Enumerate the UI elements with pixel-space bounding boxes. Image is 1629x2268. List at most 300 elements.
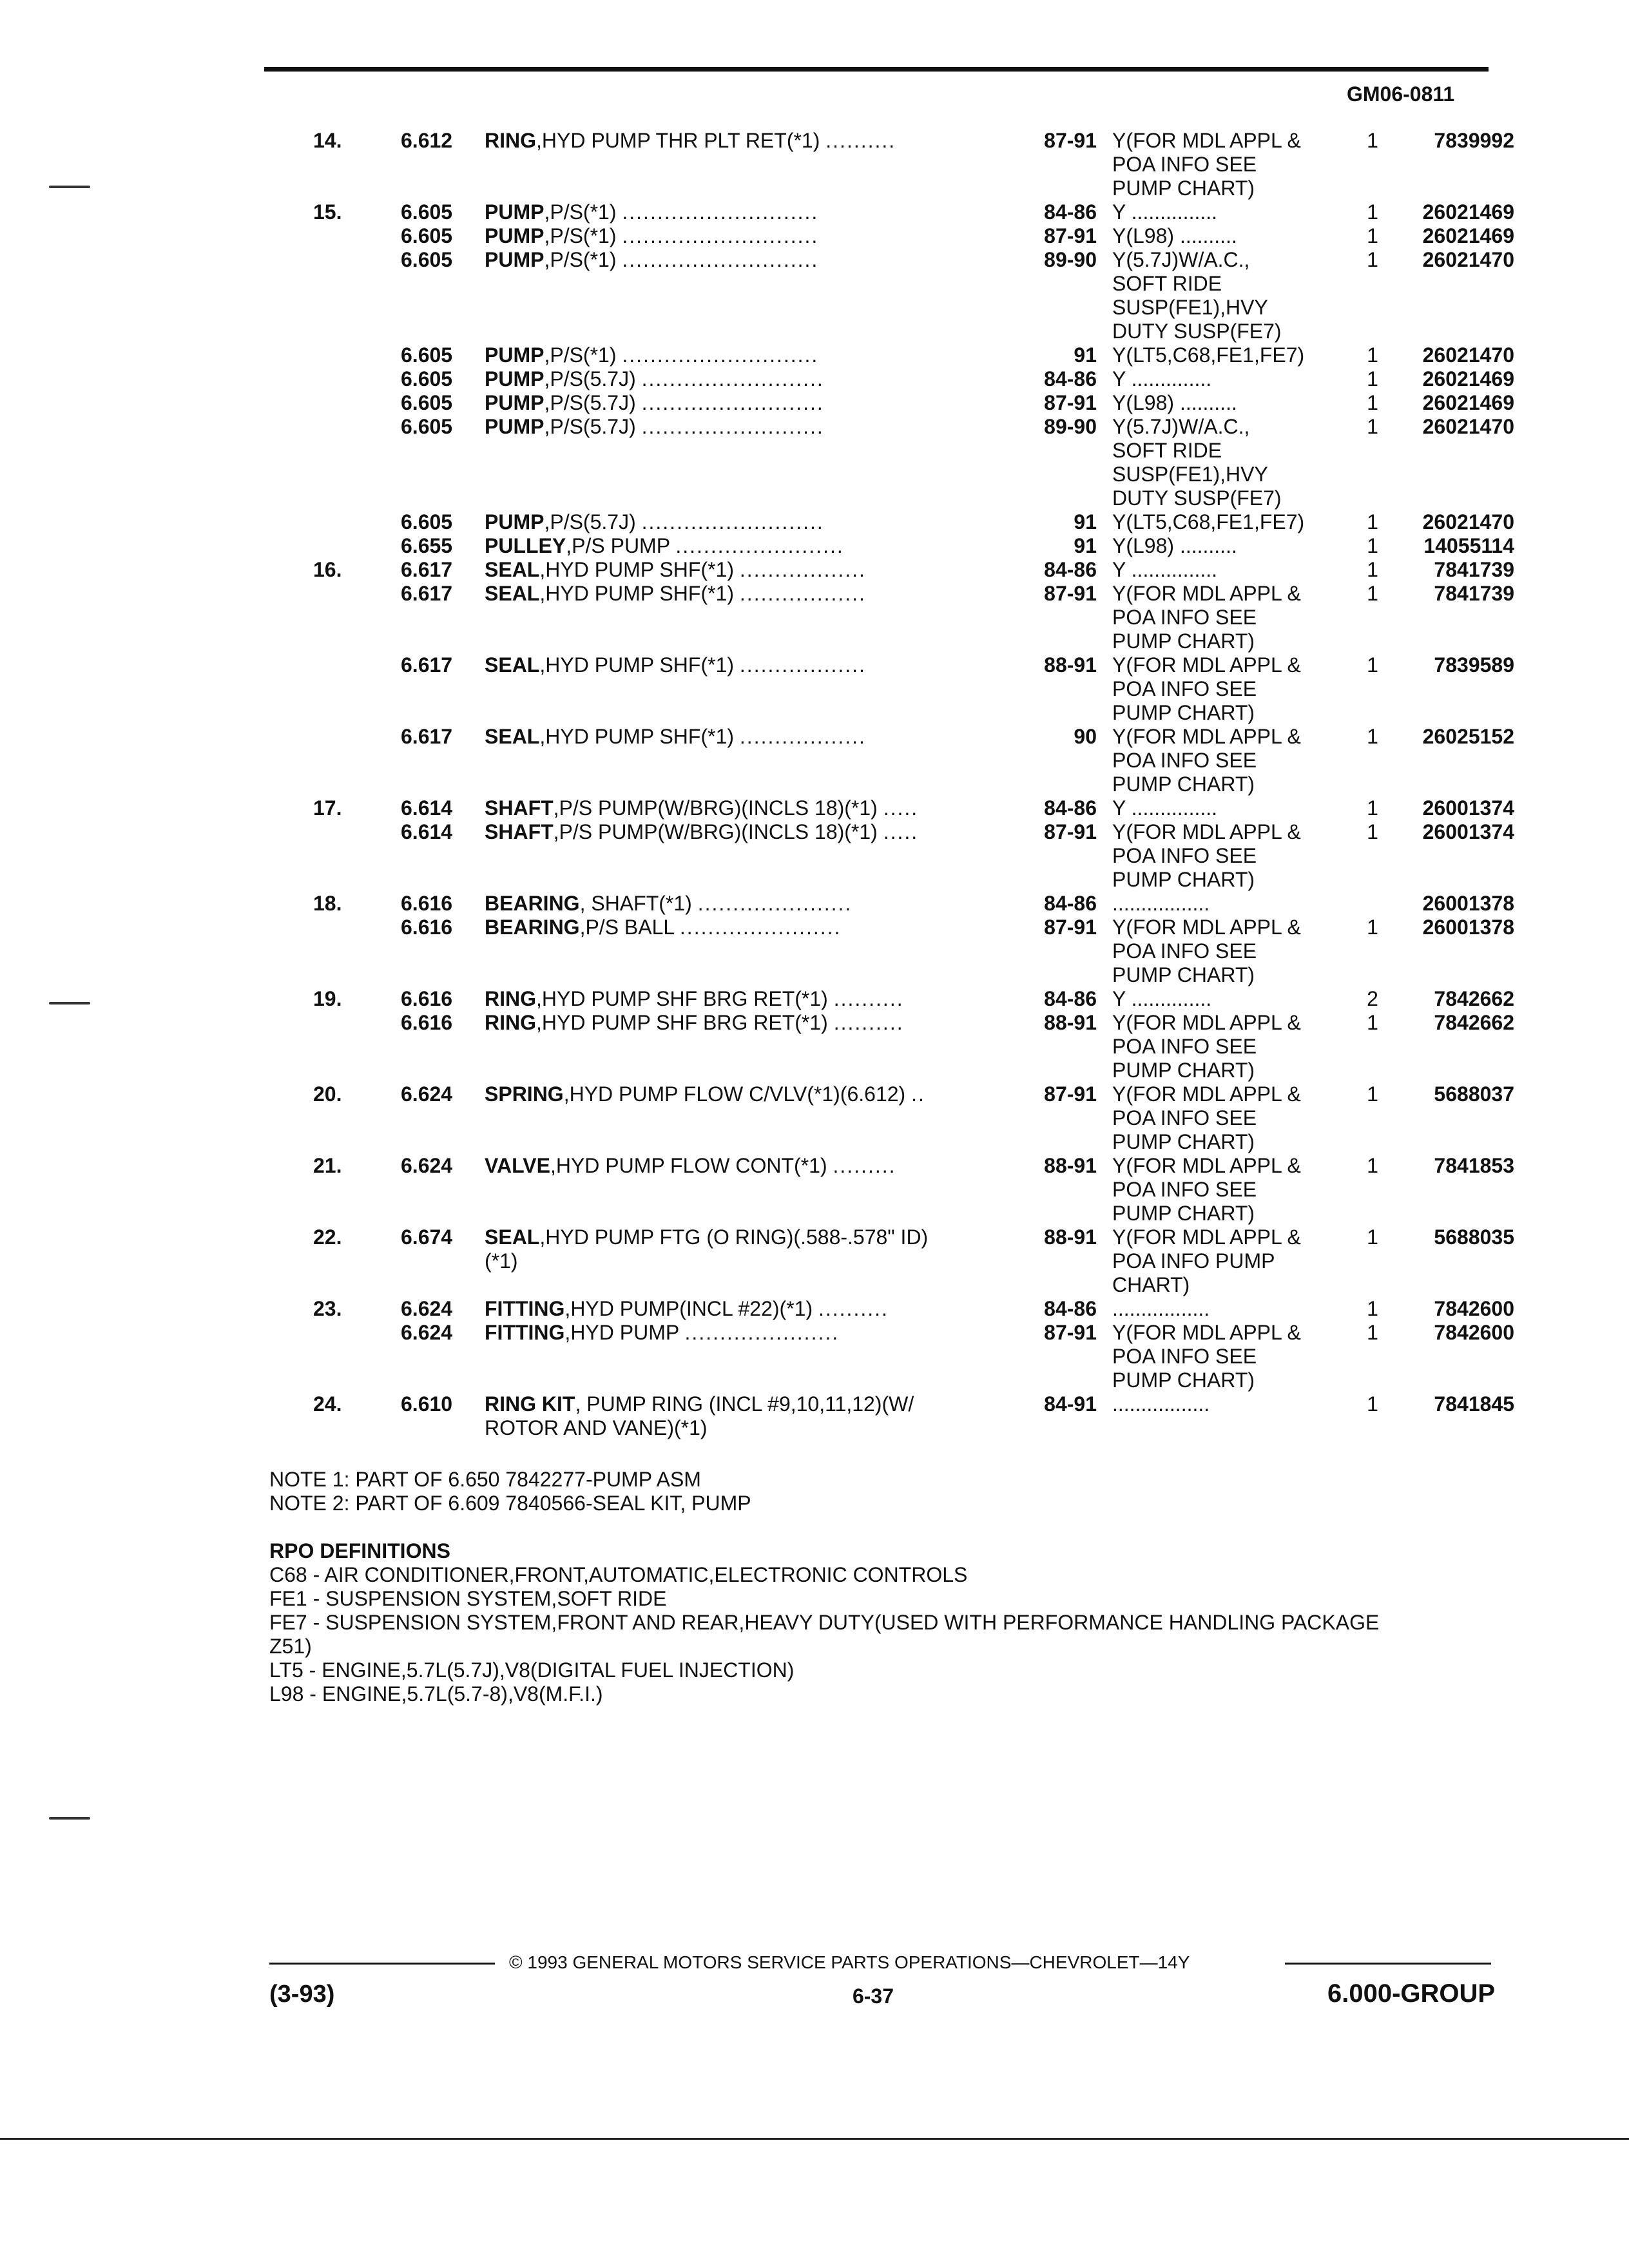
model-years: 91 bbox=[1074, 510, 1097, 533]
part-number: 7841739 bbox=[1434, 558, 1514, 581]
quantity: 1 bbox=[1367, 367, 1378, 390]
application: Y(FOR MDL APPL & bbox=[1112, 725, 1301, 748]
part-name: RING bbox=[485, 1011, 536, 1034]
part-description bbox=[485, 892, 1026, 916]
part-description bbox=[485, 129, 1026, 153]
application: Y ............... bbox=[1112, 796, 1218, 820]
note-line: NOTE 2: PART OF 6.609 7840566-SEAL KIT, PUMP bbox=[269, 1492, 751, 1515]
item-number: 23. bbox=[313, 1297, 342, 1320]
part-description bbox=[485, 1249, 1026, 1273]
application: POA INFO SEE bbox=[1112, 153, 1257, 176]
part-name: SEAL bbox=[485, 653, 540, 677]
application: Y(L98) .......... bbox=[1112, 534, 1237, 557]
table-row bbox=[0, 415, 1629, 439]
quantity: 1 bbox=[1367, 248, 1378, 271]
group-code: 6.616 bbox=[401, 892, 453, 915]
table-row bbox=[0, 272, 1629, 296]
model-years: 90 bbox=[1074, 725, 1097, 748]
model-years: 87-91 bbox=[1044, 916, 1097, 939]
application: POA INFO SEE bbox=[1112, 1106, 1257, 1129]
quantity: 2 bbox=[1367, 987, 1378, 1010]
application: POA INFO SEE bbox=[1112, 606, 1257, 629]
table-row bbox=[0, 629, 1629, 653]
leader-dots: .......... bbox=[833, 987, 904, 1010]
model-years: 84-91 bbox=[1044, 1392, 1097, 1416]
part-number: 26021469 bbox=[1422, 224, 1514, 247]
application: Y(FOR MDL APPL & bbox=[1112, 1321, 1301, 1344]
application: Y ............... bbox=[1112, 200, 1218, 224]
table-row bbox=[0, 1082, 1629, 1106]
table-row bbox=[0, 868, 1629, 892]
table-row bbox=[0, 129, 1629, 153]
part-name: SHAFT bbox=[485, 796, 554, 820]
part-name: PUMP bbox=[485, 391, 545, 414]
item-number: 21. bbox=[313, 1154, 342, 1177]
header-rule bbox=[264, 67, 1489, 72]
part-number: 26001378 bbox=[1422, 892, 1514, 915]
table-row bbox=[0, 391, 1629, 415]
part-description bbox=[485, 1225, 1026, 1249]
quantity: 1 bbox=[1367, 391, 1378, 414]
leader-dots: .......... bbox=[825, 129, 896, 152]
page-number: 6-37 bbox=[852, 1984, 894, 2008]
part-name: RING KIT bbox=[485, 1392, 575, 1416]
table-row bbox=[0, 796, 1629, 820]
table-row bbox=[0, 1416, 1629, 1440]
quantity: 1 bbox=[1367, 1392, 1378, 1416]
leader-dots: ...................... bbox=[684, 1321, 840, 1344]
group-code: 6.617 bbox=[401, 653, 453, 677]
table-row bbox=[0, 1035, 1629, 1059]
item-number: 18. bbox=[313, 892, 342, 915]
application: SOFT RIDE bbox=[1112, 272, 1222, 295]
application: PUMP CHART) bbox=[1112, 1202, 1255, 1225]
quantity: 1 bbox=[1367, 343, 1378, 367]
group-code: 6.617 bbox=[401, 558, 453, 581]
description-text: ,HYD PUMP FTG (O RING)(.588-.578" ID) bbox=[539, 1225, 929, 1249]
part-name: PUMP bbox=[485, 367, 545, 390]
item-number: 15. bbox=[313, 200, 342, 224]
item-number: 19. bbox=[313, 987, 342, 1010]
group-code: 6.616 bbox=[401, 1011, 453, 1034]
description-text: ,HYD PUMP FLOW C/VLV(*1)(6.612) bbox=[563, 1082, 906, 1106]
part-number: 26001374 bbox=[1422, 820, 1514, 843]
part-name: SEAL bbox=[485, 725, 540, 748]
parts-table bbox=[0, 129, 1629, 1440]
description-text: ,HYD PUMP SHF(*1) bbox=[539, 558, 735, 581]
leader-dots: .................. bbox=[739, 653, 866, 677]
application: Y(FOR MDL APPL & bbox=[1112, 582, 1301, 605]
model-years: 89-90 bbox=[1044, 248, 1097, 271]
application: POA INFO SEE bbox=[1112, 1178, 1257, 1201]
description-text: ,HYD PUMP FLOW CONT(*1) bbox=[550, 1154, 827, 1177]
table-row bbox=[0, 343, 1629, 367]
part-number: 26021469 bbox=[1422, 367, 1514, 390]
application: PUMP CHART) bbox=[1112, 868, 1255, 891]
group-code: 6.605 bbox=[401, 224, 453, 247]
application: Y .............. bbox=[1112, 367, 1212, 390]
group-code: 6.624 bbox=[401, 1297, 453, 1320]
leader-dots: .......................... bbox=[641, 367, 824, 390]
table-row bbox=[0, 1392, 1629, 1416]
table-row bbox=[0, 773, 1629, 796]
model-years: 87-91 bbox=[1044, 1082, 1097, 1106]
model-years: 84-86 bbox=[1044, 367, 1097, 390]
part-description bbox=[485, 820, 1026, 844]
part-number: 5688037 bbox=[1434, 1082, 1514, 1106]
part-name: RING bbox=[485, 987, 536, 1010]
group-code: 6.674 bbox=[401, 1225, 453, 1249]
leader-dots: ............................ bbox=[622, 248, 819, 271]
group-code: 6.624 bbox=[401, 1321, 453, 1344]
application: ................. bbox=[1112, 892, 1210, 915]
group-code: 6.612 bbox=[401, 129, 453, 152]
rpo-definition: LT5 - ENGINE,5.7L(5.7J),V8(DIGITAL FUEL INJECTION) bbox=[269, 1658, 795, 1682]
part-number: 26021470 bbox=[1422, 248, 1514, 271]
model-years: 91 bbox=[1074, 343, 1097, 367]
part-description bbox=[485, 1297, 1026, 1321]
part-description bbox=[485, 1392, 1026, 1416]
table-row bbox=[0, 1297, 1629, 1321]
application: PUMP CHART) bbox=[1112, 177, 1255, 200]
group-code: 6.617 bbox=[401, 725, 453, 748]
leader-dots: .. bbox=[911, 1082, 925, 1106]
model-years: 87-91 bbox=[1044, 391, 1097, 414]
quantity: 1 bbox=[1367, 534, 1378, 557]
notes-section bbox=[269, 1468, 1526, 1706]
leader-dots: ..... bbox=[883, 820, 919, 843]
group-code: 6.605 bbox=[401, 510, 453, 533]
part-name: PUMP bbox=[485, 343, 545, 367]
description-text: ,HYD PUMP bbox=[564, 1321, 679, 1344]
table-row bbox=[0, 534, 1629, 558]
rpo-definition: L98 - ENGINE,5.7L(5.7-8),V8(M.F.I.) bbox=[269, 1682, 603, 1706]
item-number: 16. bbox=[313, 558, 342, 581]
application: POA INFO SEE bbox=[1112, 939, 1257, 963]
group-code: 6.624 bbox=[401, 1082, 453, 1106]
part-number: 7841739 bbox=[1434, 582, 1514, 605]
part-description bbox=[485, 510, 1026, 534]
table-row bbox=[0, 200, 1629, 224]
quantity: 1 bbox=[1367, 1154, 1378, 1177]
copyright: © 1993 GENERAL MOTORS SERVICE PARTS OPERATIONS—CHEVROLET—14Y bbox=[509, 1952, 1190, 1972]
part-description bbox=[485, 415, 1026, 439]
part-name: BEARING bbox=[485, 916, 580, 939]
model-years: 88-91 bbox=[1044, 1154, 1097, 1177]
table-row bbox=[0, 1369, 1629, 1392]
application: PUMP CHART) bbox=[1112, 629, 1255, 653]
part-name: FITTING bbox=[485, 1297, 565, 1320]
description-text: ,P/S(*1) bbox=[544, 200, 617, 224]
part-description bbox=[485, 796, 1026, 820]
application: ................. bbox=[1112, 1297, 1210, 1320]
quantity: 1 bbox=[1367, 415, 1378, 438]
quantity: 1 bbox=[1367, 916, 1378, 939]
model-years: 87-91 bbox=[1044, 129, 1097, 152]
leader-dots: .......... bbox=[833, 1011, 904, 1034]
part-number: 7841853 bbox=[1434, 1154, 1514, 1177]
part-description bbox=[485, 1011, 1026, 1035]
application: Y(FOR MDL APPL & bbox=[1112, 916, 1301, 939]
part-description bbox=[485, 558, 1026, 582]
group-code: 6.605 bbox=[401, 391, 453, 414]
part-number: 5688035 bbox=[1434, 1225, 1514, 1249]
part-name: SHAFT bbox=[485, 820, 554, 843]
application: POA INFO SEE bbox=[1112, 1035, 1257, 1058]
table-row bbox=[0, 1106, 1629, 1130]
description-text: ,P/S PUMP(W/BRG)(INCLS 18)(*1) bbox=[553, 820, 878, 843]
footer-rule-right bbox=[1285, 1963, 1491, 1965]
application: PUMP CHART) bbox=[1112, 701, 1255, 724]
leader-dots: ...................... bbox=[697, 892, 853, 915]
description-text: ,HYD PUMP SHF BRG RET(*1) bbox=[536, 987, 828, 1010]
part-description bbox=[485, 248, 1026, 272]
model-years: 84-86 bbox=[1044, 200, 1097, 224]
table-row bbox=[0, 558, 1629, 582]
part-description bbox=[485, 200, 1026, 224]
part-number: 26001378 bbox=[1422, 916, 1514, 939]
group-code: 6.614 bbox=[401, 820, 453, 843]
rpo-definitions-title: RPO DEFINITIONS bbox=[269, 1539, 450, 1562]
group-code: 6.605 bbox=[401, 415, 453, 438]
quantity: 1 bbox=[1367, 582, 1378, 605]
group-code: 6.605 bbox=[401, 200, 453, 224]
leader-dots: .......................... bbox=[641, 391, 824, 414]
application: DUTY SUSP(FE7) bbox=[1112, 320, 1282, 343]
model-years: 87-91 bbox=[1044, 224, 1097, 247]
table-row bbox=[0, 486, 1629, 510]
part-description bbox=[485, 224, 1026, 248]
table-row bbox=[0, 653, 1629, 677]
application: CHART) bbox=[1112, 1273, 1190, 1296]
table-row bbox=[0, 606, 1629, 629]
leader-dots: ........................ bbox=[675, 534, 844, 557]
table-row bbox=[0, 963, 1629, 987]
table-row bbox=[0, 677, 1629, 701]
description-text: ,HYD PUMP(INCL #22)(*1) bbox=[564, 1297, 813, 1320]
application: SUSP(FE1),HVY bbox=[1112, 296, 1268, 319]
group-code: 6.605 bbox=[401, 367, 453, 390]
description-text: ,HYD PUMP SHF(*1) bbox=[539, 725, 735, 748]
quantity: 1 bbox=[1367, 224, 1378, 247]
table-row bbox=[0, 1130, 1629, 1154]
application: DUTY SUSP(FE7) bbox=[1112, 486, 1282, 510]
description-text: ,P/S(*1) bbox=[544, 224, 617, 247]
rpo-definition: Z51) bbox=[269, 1635, 312, 1658]
part-number: 7839589 bbox=[1434, 653, 1514, 677]
application: PUMP CHART) bbox=[1112, 773, 1255, 796]
part-description bbox=[485, 582, 1026, 606]
group-code: 6.624 bbox=[401, 1154, 453, 1177]
model-years: 84-86 bbox=[1044, 796, 1097, 820]
part-description bbox=[485, 725, 1026, 749]
application: Y(FOR MDL APPL & bbox=[1112, 1154, 1301, 1177]
application: SUSP(FE1),HVY bbox=[1112, 463, 1268, 486]
group-code: 6.605 bbox=[401, 248, 453, 271]
item-number: 20. bbox=[313, 1082, 342, 1106]
quantity: 1 bbox=[1367, 820, 1378, 843]
model-years: 88-91 bbox=[1044, 653, 1097, 677]
table-row bbox=[0, 510, 1629, 534]
application: POA INFO SEE bbox=[1112, 844, 1257, 867]
part-number: 26021469 bbox=[1422, 391, 1514, 414]
part-number: 7842662 bbox=[1434, 987, 1514, 1010]
table-row bbox=[0, 939, 1629, 963]
leader-dots: ............................ bbox=[622, 200, 819, 224]
part-description bbox=[485, 916, 1026, 939]
item-number: 14. bbox=[313, 129, 342, 152]
group-label: 6.000-GROUP bbox=[1327, 1979, 1496, 2008]
leader-dots: .................. bbox=[739, 725, 866, 748]
table-row bbox=[0, 1225, 1629, 1249]
description-text: ,P/S(5.7J) bbox=[544, 391, 636, 414]
quantity: 1 bbox=[1367, 1225, 1378, 1249]
description-text: , PUMP RING (INCL #9,10,11,12)(W/ bbox=[575, 1392, 914, 1416]
part-description bbox=[485, 1321, 1026, 1345]
group-code: 6.655 bbox=[401, 534, 453, 557]
table-row bbox=[0, 1273, 1629, 1297]
application: PUMP CHART) bbox=[1112, 963, 1255, 986]
application: Y .............. bbox=[1112, 987, 1212, 1010]
table-row bbox=[0, 439, 1629, 463]
part-name: PUMP bbox=[485, 224, 545, 247]
quantity: 1 bbox=[1367, 725, 1378, 748]
quantity: 1 bbox=[1367, 653, 1378, 677]
application: Y(LT5,C68,FE1,FE7) bbox=[1112, 510, 1305, 533]
application: PUMP CHART) bbox=[1112, 1130, 1255, 1153]
description-text: ,P/S(5.7J) bbox=[544, 510, 636, 533]
part-description bbox=[485, 653, 1026, 677]
part-name: BEARING bbox=[485, 892, 580, 915]
item-number: 22. bbox=[313, 1225, 342, 1249]
table-row bbox=[0, 224, 1629, 248]
model-years: 84-86 bbox=[1044, 892, 1097, 915]
application: Y(L98) .......... bbox=[1112, 391, 1237, 414]
application: POA INFO PUMP bbox=[1112, 1249, 1275, 1273]
application: Y ............... bbox=[1112, 558, 1218, 581]
group-code: 6.614 bbox=[401, 796, 453, 820]
application: Y(FOR MDL APPL & bbox=[1112, 820, 1301, 843]
application: Y(5.7J)W/A.C., bbox=[1112, 248, 1250, 271]
part-number: 7842600 bbox=[1434, 1297, 1514, 1320]
description-text: ,P/S BALL bbox=[579, 916, 675, 939]
quantity: 1 bbox=[1367, 200, 1378, 224]
part-description bbox=[485, 343, 1026, 367]
footer-rule-left bbox=[269, 1963, 495, 1965]
table-row bbox=[0, 1202, 1629, 1225]
model-years: 88-91 bbox=[1044, 1011, 1097, 1034]
application: SOFT RIDE bbox=[1112, 439, 1222, 462]
table-row bbox=[0, 177, 1629, 200]
description-text: , SHAFT(*1) bbox=[579, 892, 692, 915]
description-text: (*1) bbox=[485, 1249, 518, 1273]
leader-dots: .......... bbox=[818, 1297, 889, 1320]
quantity: 1 bbox=[1367, 796, 1378, 820]
part-number: 7842600 bbox=[1434, 1321, 1514, 1344]
part-description bbox=[485, 1154, 1026, 1178]
table-row bbox=[0, 1321, 1629, 1345]
table-row bbox=[0, 296, 1629, 320]
item-number: 17. bbox=[313, 796, 342, 820]
leader-dots: .................. bbox=[739, 558, 866, 581]
part-description bbox=[485, 391, 1026, 415]
table-row bbox=[0, 463, 1629, 486]
application: POA INFO SEE bbox=[1112, 677, 1257, 700]
application: PUMP CHART) bbox=[1112, 1369, 1255, 1392]
leader-dots: .................. bbox=[739, 582, 866, 605]
table-row bbox=[0, 987, 1629, 1011]
quantity: 1 bbox=[1367, 510, 1378, 533]
model-years: 84-86 bbox=[1044, 987, 1097, 1010]
part-number: 26021469 bbox=[1422, 200, 1514, 224]
application: POA INFO SEE bbox=[1112, 749, 1257, 772]
part-number: 7841845 bbox=[1434, 1392, 1514, 1416]
part-name: PUMP bbox=[485, 415, 545, 438]
quantity: 1 bbox=[1367, 1082, 1378, 1106]
table-row bbox=[0, 820, 1629, 844]
description-text: ,P/S(*1) bbox=[544, 248, 617, 271]
part-name: SEAL bbox=[485, 582, 540, 605]
model-years: 84-86 bbox=[1044, 558, 1097, 581]
part-name: PULLEY bbox=[485, 534, 566, 557]
document-id: GM06-0811 bbox=[1347, 82, 1455, 106]
part-name: FITTING bbox=[485, 1321, 565, 1344]
leader-dots: ..... bbox=[883, 796, 919, 820]
table-row bbox=[0, 1154, 1629, 1178]
description-text: ,HYD PUMP THR PLT RET(*1) bbox=[536, 129, 820, 152]
table-row bbox=[0, 1345, 1629, 1369]
rpo-definition: FE1 - SUSPENSION SYSTEM,SOFT RIDE bbox=[269, 1587, 667, 1610]
part-number: 7842662 bbox=[1434, 1011, 1514, 1034]
scan-edge-rule bbox=[0, 2138, 1629, 2140]
group-code: 6.605 bbox=[401, 343, 453, 367]
part-name: PUMP bbox=[485, 248, 545, 271]
quantity: 1 bbox=[1367, 1297, 1378, 1320]
application: Y(FOR MDL APPL & bbox=[1112, 1082, 1301, 1106]
leader-dots: ............................ bbox=[622, 224, 819, 247]
table-row bbox=[0, 248, 1629, 272]
application: Y(FOR MDL APPL & bbox=[1112, 1225, 1301, 1249]
part-number: 26021470 bbox=[1422, 510, 1514, 533]
description-text: ,P/S(5.7J) bbox=[544, 415, 636, 438]
table-row bbox=[0, 844, 1629, 868]
description-text: ,P/S PUMP bbox=[566, 534, 670, 557]
leader-dots: ....................... bbox=[679, 916, 842, 939]
part-description bbox=[485, 1416, 1026, 1440]
model-years: 84-86 bbox=[1044, 1297, 1097, 1320]
application: Y(FOR MDL APPL & bbox=[1112, 653, 1301, 677]
part-name: PUMP bbox=[485, 200, 545, 224]
group-code: 6.617 bbox=[401, 582, 453, 605]
leader-dots: .......................... bbox=[641, 510, 824, 533]
part-name: SPRING bbox=[485, 1082, 564, 1106]
application: Y(FOR MDL APPL & bbox=[1112, 1011, 1301, 1034]
table-row bbox=[0, 1249, 1629, 1273]
description-text: ,HYD PUMP SHF BRG RET(*1) bbox=[536, 1011, 828, 1034]
part-name: RING bbox=[485, 129, 536, 152]
part-number: 7839992 bbox=[1434, 129, 1514, 152]
scan-mark bbox=[49, 1817, 90, 1820]
table-row bbox=[0, 725, 1629, 749]
rpo-definition: FE7 - SUSPENSION SYSTEM,FRONT AND REAR,HEAVY DUTY(USED WITH PERFORMANCE HANDLING PACKAGE bbox=[269, 1611, 1380, 1634]
application: POA INFO SEE bbox=[1112, 1345, 1257, 1368]
table-row bbox=[0, 582, 1629, 606]
revision-date: (3-93) bbox=[269, 1981, 335, 2008]
part-name: VALVE bbox=[485, 1154, 550, 1177]
application: Y(5.7J)W/A.C., bbox=[1112, 415, 1250, 438]
part-description bbox=[485, 367, 1026, 391]
quantity: 1 bbox=[1367, 1321, 1378, 1344]
